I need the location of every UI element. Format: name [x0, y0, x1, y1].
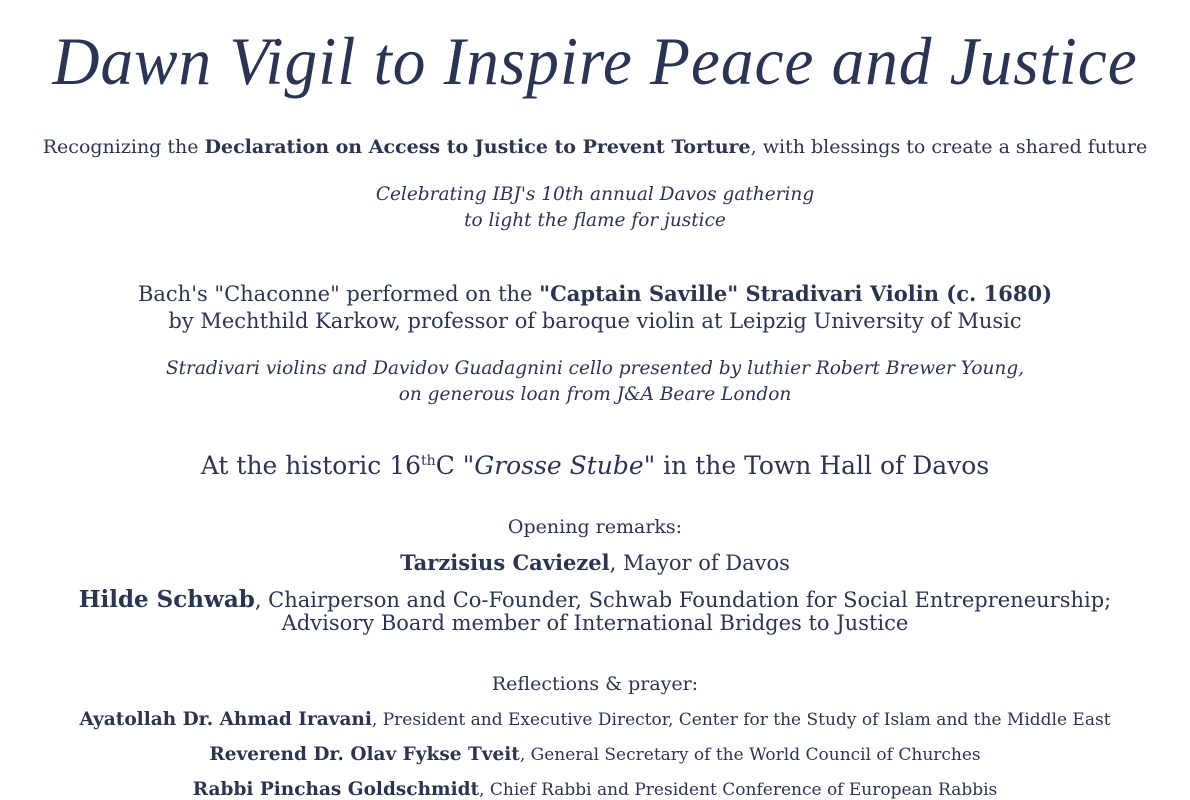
declaration-name: Declaration on Access to Justice to Prevent Torture	[204, 136, 751, 158]
celebrating-line-1: Celebrating IBJ's 10th annual Davos gathering	[375, 184, 815, 205]
venue-mid: C "	[435, 451, 475, 480]
speaker-role: , General Secretary of the World Council of Churches	[519, 745, 981, 765]
venue-room-name: Grosse Stube	[474, 451, 644, 480]
violin-name: "Captain Saville" Stradivari Violin (c. 1680)	[539, 281, 1053, 306]
speaker-name: Ayatollah Dr. Ahmad Iravani	[79, 709, 372, 730]
speaker-name: Hilde Schwab	[78, 586, 255, 613]
speaker-mayor	[0, 550, 1190, 575]
instruments-line-2: on generous loan from J&A Beare London	[398, 384, 792, 405]
recognizing-line	[0, 136, 1190, 158]
performance-line-2: by Mechthild Karkow, professor of baroque violin at Leipzig University of Music	[168, 309, 1022, 333]
speaker-tveit	[0, 744, 1190, 765]
speaker-role: , Chairperson and Co-Founder, Schwab Foundation for Social Entrepreneurship;	[254, 588, 1112, 612]
speaker-name: Rabbi Pinchas Goldschmidt	[192, 779, 480, 800]
instruments-line-1: Stradivari violins and Davidov Guadagnini cello presented by luthier Robert Brewer Young,	[165, 358, 1025, 379]
performance-line-1	[0, 281, 1190, 306]
reflections-heading: Reflections & prayer:	[491, 673, 699, 695]
speaker-schwab-role-2: Advisory Board member of International Bridges to Justice	[281, 611, 909, 635]
speaker-goldschmidt	[0, 779, 1190, 800]
venue-prefix: At the historic 16	[200, 451, 422, 480]
performance-prefix: Bach's "Chaconne" performed on the	[137, 282, 540, 306]
speaker-iravani	[0, 709, 1190, 730]
venue-suffix: " in the Town Hall of Davos	[643, 451, 990, 480]
recognizing-suffix: , with blessings to create a shared future	[750, 136, 1148, 158]
speaker-role: , Chief Rabbi and President Conference of European Rabbis	[479, 780, 998, 800]
celebrating-line-2: to light the flame for justice	[464, 210, 726, 231]
page-title: Dawn Vigil to Inspire Peace and Justice	[52, 23, 1138, 99]
speaker-schwab	[0, 586, 1190, 613]
opening-heading: Opening remarks:	[507, 516, 683, 538]
speaker-name: Tarzisius Caviezel	[400, 550, 610, 575]
venue-superscript: th	[421, 453, 436, 469]
venue-line	[0, 451, 1190, 480]
speaker-name: Reverend Dr. Olav Fykse Tveit	[209, 744, 520, 765]
speaker-role: , Mayor of Davos	[609, 551, 790, 575]
speaker-role: , President and Executive Director, Center for the Study of Islam and the Middle East	[371, 710, 1111, 730]
recognizing-prefix: Recognizing the	[42, 136, 205, 158]
